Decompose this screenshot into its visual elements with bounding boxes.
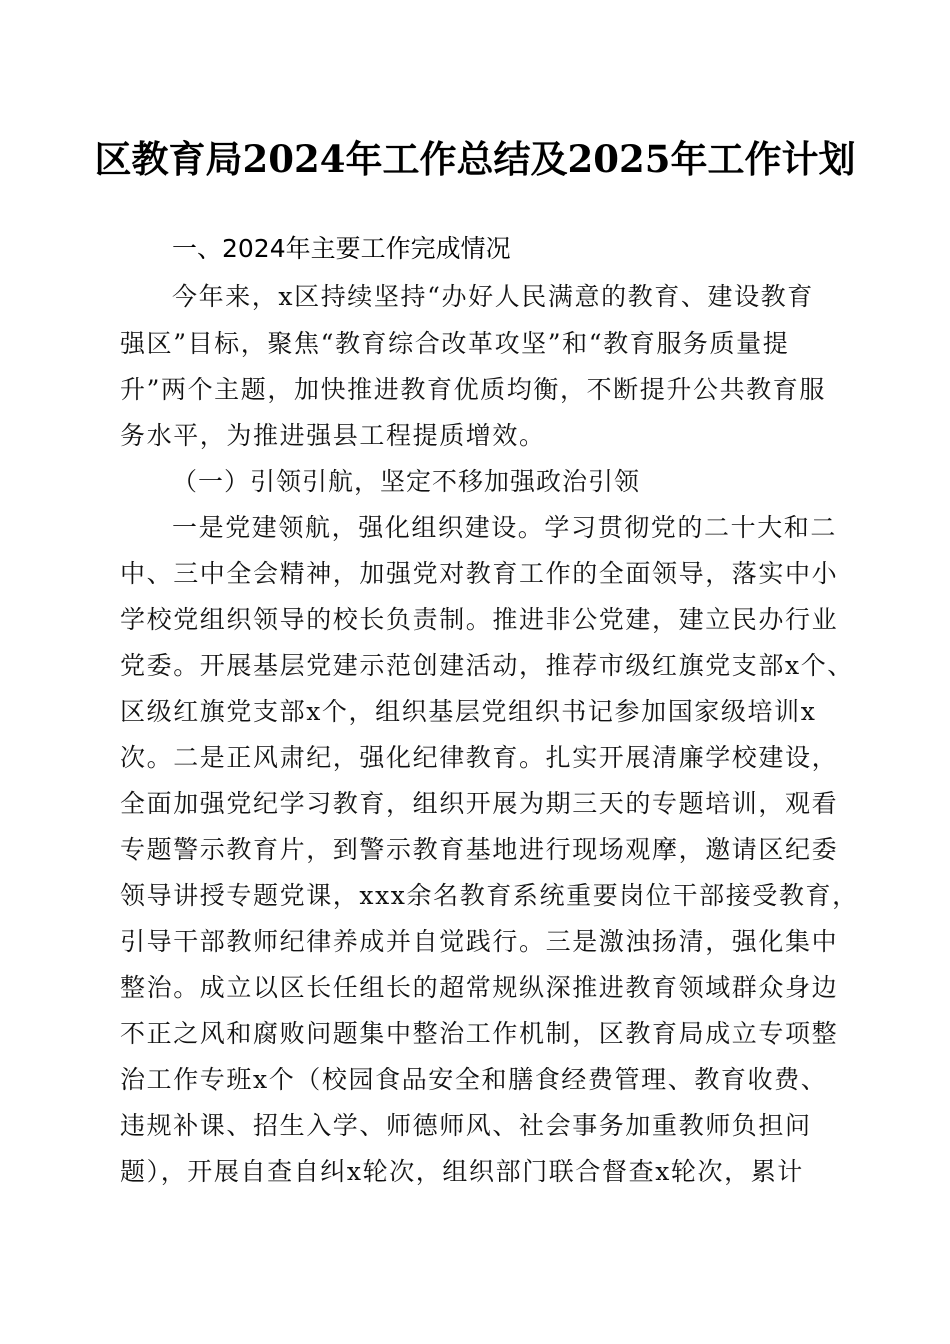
paragraph-1-line-2: 强区”目标，聚焦“教育综合改革攻坚”和“教育服务质量提 — [120, 329, 790, 358]
paragraph-2-line-1: 一是党建领航，强化组织建设。学习贯彻党的二十大和二 — [172, 513, 838, 542]
paragraph-1-line-4: 务水平，为推进强县工程提质增效。 — [120, 421, 546, 450]
subsection-heading-1: （一）引领引航，坚定不移加强政治引领 — [172, 467, 641, 496]
paragraph-2-line-13: 治工作专班x个（校园食品安全和膳食经费管理、教育收费、 — [120, 1065, 828, 1094]
paragraph-2-line-11: 整治。成立以区长任组长的超常规纵深推进教育领域群众身边 — [120, 973, 839, 1002]
paragraph-2-line-15: 题），开展自查自纠x轮次，组织部门联合督查x轮次，累计 — [120, 1157, 804, 1186]
paragraph-2-line-4: 党委。开展基层党建示范创建活动，推荐市级红旗党支部x个、 — [120, 651, 854, 680]
document-title: 区教育局2024年工作总结及2025年工作计划 — [94, 137, 856, 181]
paragraph-1-line-1: 今年来，x区持续坚持“办好人民满意的教育、建设教育 — [172, 282, 814, 311]
paragraph-2-line-5: 区级红旗党支部x个，组织基层党组织书记参加国家级培训x — [120, 697, 817, 726]
section-heading-1: 一、2024年主要工作完成情况 — [172, 234, 511, 263]
paragraph-2-line-10: 引导干部教师纪律养成并自觉践行。三是激浊扬清，强化集中 — [120, 927, 839, 956]
paragraph-2-line-3: 学校党组织领导的校长负责制。推进非公党建，建立民办行业 — [120, 605, 839, 634]
paragraph-2-line-7: 全面加强党纪学习教育，组织开展为期三天的专题培训，观看 — [120, 789, 839, 818]
paragraph-2-line-6: 次。二是正风肃纪，强化纪律教育。扎实开展清廉学校建设， — [120, 743, 839, 772]
paragraph-2-line-12: 不正之风和腐败问题集中整治工作机制，区教育局成立专项整 — [120, 1019, 839, 1048]
paragraph-2-line-14: 违规补课、招生入学、师德师风、社会事务加重教师负担问 — [120, 1111, 812, 1140]
paragraph-2-line-2: 中、三中全会精神，加强党对教育工作的全面领导，落实中小 — [120, 559, 839, 588]
paragraph-1-line-3: 升”两个主题，加快推进教育优质均衡，不断提升公共教育服 — [120, 375, 826, 404]
paragraph-2-line-9: 领导讲授专题党课，xxx余名教育系统重要岗位干部接受教育， — [120, 881, 859, 910]
paragraph-2-line-8: 专题警示教育片，到警示教育基地进行现场观摩，邀请区纪委 — [120, 835, 839, 864]
